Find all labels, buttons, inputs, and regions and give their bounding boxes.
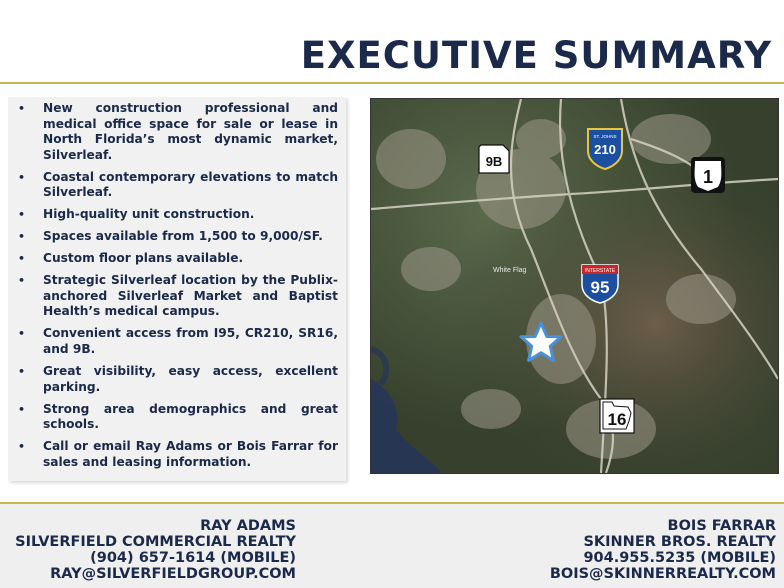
sr-9b-shield — [479, 145, 509, 173]
bullet-icon: • — [18, 274, 26, 288]
contact-phone[interactable]: (904) 657-1614 (MOBILE) — [90, 550, 296, 566]
list-item: • Strong area demographics and great schools. — [18, 401, 338, 432]
list-item: • Convenient access from I95, CR210, SR16, and 9B. — [18, 326, 338, 357]
svg-text:INTERSTATE: INTERSTATE — [584, 268, 616, 274]
bullet-icon: • — [18, 327, 26, 341]
list-item: • Strategic Silverleaf location by the Publix-anchored Silverleaf Market and Baptist Health’s medical campus. — [18, 273, 338, 319]
summary-panel — [8, 97, 346, 481]
contact-ray-adams — [8, 518, 296, 582]
list-item: • High-quality unit construction. — [18, 207, 255, 222]
header-divider — [0, 82, 784, 84]
place-label: White Flag — [493, 267, 527, 274]
contact-phone[interactable]: 904.955.5235 (MOBILE) — [583, 550, 776, 566]
list-item: • New construction professional and medical office space for sale or lease in North Florida’s most dynamic market, Silverleaf. — [18, 101, 338, 162]
contact-name: BOIS FARRAR — [667, 518, 776, 534]
svg-text:ST. JOHNS: ST. JOHNS — [593, 134, 617, 139]
bullet-icon: • — [18, 252, 26, 266]
bullet-icon: • — [18, 402, 26, 416]
contact-bois-farrar — [476, 518, 776, 582]
us-1-label: 1 — [702, 167, 714, 187]
list-item: • Great visibility, easy access, excellent parking. — [18, 364, 338, 394]
us-1-shield — [691, 157, 725, 193]
contact-email[interactable]: BOIS@SKINNERREALTY.COM — [549, 566, 776, 582]
contact-name: RAY ADAMS — [200, 518, 296, 534]
cr-210-shield — [588, 129, 622, 169]
footer — [0, 504, 784, 588]
i-95-shield — [582, 265, 618, 303]
aerial-map — [370, 98, 779, 474]
summary-list — [8, 97, 346, 470]
bullet-icon: • — [18, 230, 26, 244]
contact-company: SILVERFIELD COMMERCIAL REALTY — [15, 534, 296, 550]
bullet-icon: • — [18, 365, 26, 379]
list-item: • Call or email Ray Adams or Bois Farrar for sales and leasing information. — [18, 439, 338, 469]
i-95-label: 95 — [590, 278, 610, 297]
page-title: EXECUTIVE SUMMARY — [300, 34, 772, 77]
bullet-icon: • — [18, 170, 26, 184]
sr-16-label: 16 — [607, 410, 627, 429]
list-item: • Custom floor plans available. — [18, 251, 244, 266]
sr-16-shield — [600, 399, 634, 433]
bullet-icon: • — [18, 208, 26, 222]
contact-email[interactable]: RAY@SILVERFIELDGROUP.COM — [50, 566, 296, 582]
cr-210-label: 210 — [594, 142, 616, 157]
bullet-icon: • — [18, 102, 26, 115]
bullet-icon: • — [18, 440, 26, 454]
aerial-map-image — [371, 99, 778, 473]
contact-company: SKINNER BROS. REALTY — [583, 534, 776, 550]
sr-9b-label: 9B — [485, 154, 503, 169]
list-item: • Spaces available from 1,500 to 9,000/SF. — [18, 229, 323, 244]
list-item: • Coastal contemporary elevations to match Silverleaf. — [18, 169, 338, 200]
